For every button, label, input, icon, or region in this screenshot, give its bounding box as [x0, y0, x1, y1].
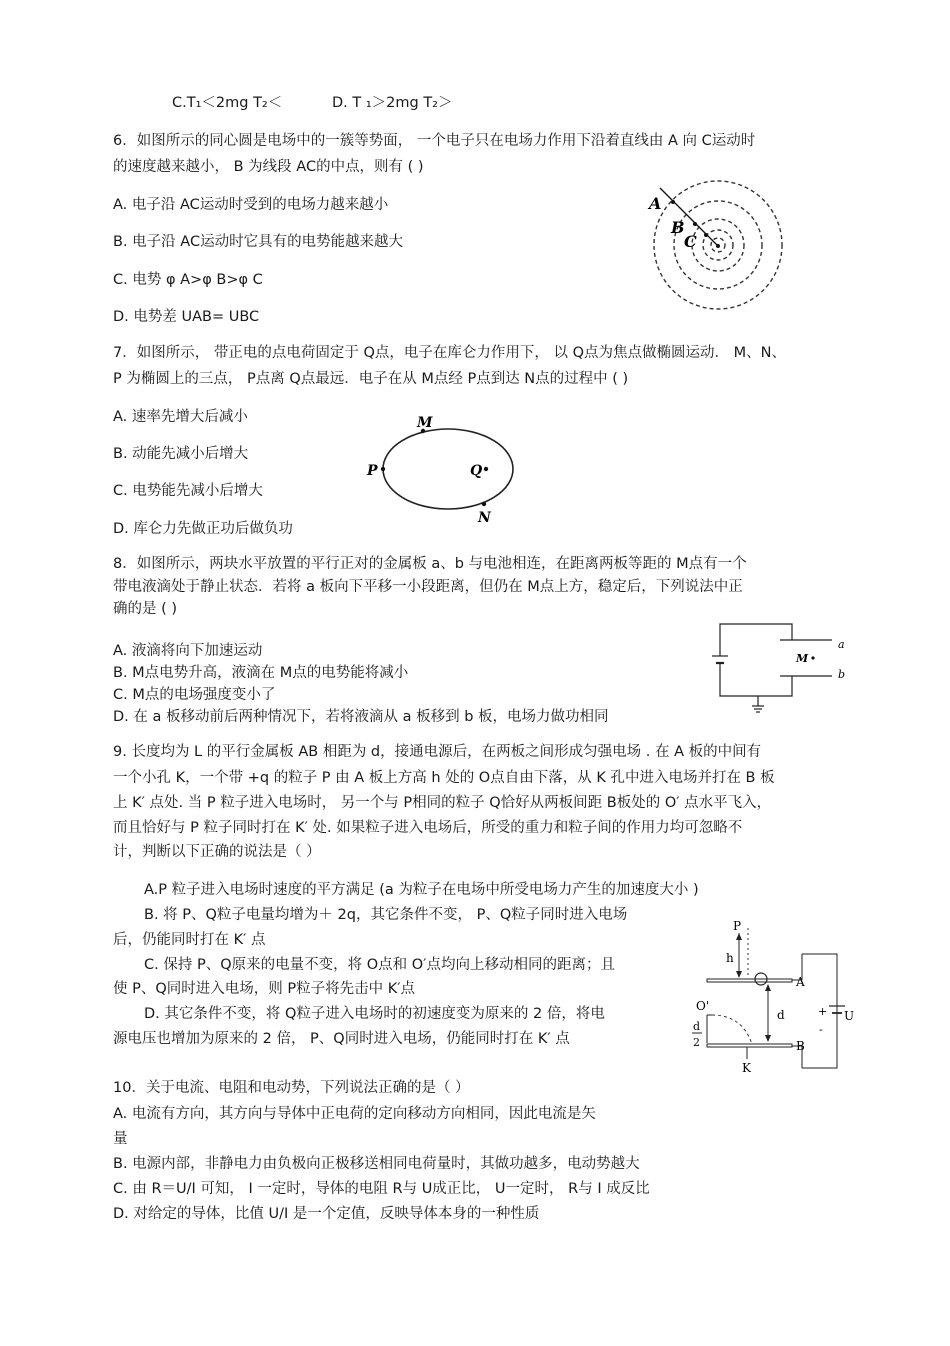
q9-stem-line1: 9. 长度均为 L 的平行金属板 AB 相距为 d，接通电源后，在两板之间形成匀强电场 . 在 A 板的中间有: [113, 744, 762, 760]
label-m: M: [796, 652, 809, 665]
label-b: B: [671, 218, 685, 237]
label-h: h: [726, 951, 734, 965]
q9-plates-figure: [682, 916, 857, 1076]
label-b: B: [796, 1039, 805, 1053]
q7-ellipse-figure: [360, 412, 530, 527]
label-d-over-2-den: 2: [693, 1036, 700, 1049]
label-a: A: [649, 194, 662, 213]
q10-option-a-line2: 量: [113, 1131, 128, 1147]
q8-option-c: C. M点的电场强度变小了: [113, 687, 276, 703]
label-a: A: [796, 975, 805, 989]
q6-option-a: A. 电子沿 AC运动时受到的电场力越来越小: [113, 197, 389, 213]
q10-stem: 10．关于电流、电阻和电动势，下列说法正确的是（ ）: [113, 1080, 470, 1096]
q7-option-d: D. 库仑力先做正功后做负功: [113, 521, 293, 537]
q7-stem-line1: 7．如图所示， 带正电的点电荷固定于 Q点，电子在库仑力作用下， 以 Q点为焦点做椭圆运动． M、N、: [113, 345, 786, 361]
label-d: d: [777, 1008, 785, 1022]
q6-stem-line1: 6．如图所示的同心圆是电场中的一簇等势面， 一个电子只在电场力作用下沿着直线由 A 向 C运动时: [113, 133, 756, 149]
label-minus: -: [819, 1023, 823, 1036]
label-q: Q: [470, 463, 483, 479]
label-d-over-2-num: d: [693, 1020, 701, 1033]
circuit-wire: [720, 624, 792, 696]
q9-option-b-line1: B. 将 P、Q粒子电量均增为＋ 2q，其它条件不变， P、Q粒子同时进入电场: [144, 907, 628, 923]
label-u: U: [844, 1009, 855, 1023]
label-k: K: [742, 1061, 751, 1075]
label-o-prime: O': [696, 999, 710, 1013]
label-plus: +: [818, 1005, 828, 1018]
q5-option-d: D. T ₁＞2mg T₂＞: [332, 95, 453, 111]
q7-option-c: C. 电势能先减小后增大: [113, 483, 263, 499]
q9-option-d-line1: D. 其它条件不变，将 Q粒子进入电场时的初速度变为原来的 2 倍，将电: [144, 1006, 605, 1022]
point-a-dot: [671, 200, 675, 204]
q10-option-b: B. 电源内部，非静电力由负极向正极移送相同电荷量时，其做功越多，电动势越大: [113, 1156, 640, 1172]
q9-stem-line2: 一个小孔 K，一个带 +q 的粒子 P 由 A 板上方高 h 处的 O点自由下落，从 K 孔中进入电场并打在 B 板: [113, 770, 775, 786]
q7-stem-line2: P 为椭圆上的三点， P点离 Q点最远．电子在从 M点经 P点到达 N点的过程中 ( ): [113, 371, 629, 387]
q9-option-a: A.P 粒子进入电场时速度的平方满足 (a 为粒子在电场中所受电场力产生的加速度大小 ): [144, 882, 699, 898]
plate-a: [707, 979, 792, 982]
q10-option-d: D. 对给定的导体，比值 U/I 是一个定值，反映导体本身的一种性质: [113, 1206, 540, 1222]
q6-equipotential-figure: [640, 180, 790, 315]
q6-option-b: B. 电子沿 AC运动时它具有的电势能越来越大: [113, 234, 404, 250]
point-n-dot: [482, 502, 486, 506]
q6-option-c: C. 电势 φ A>φ B>φ C: [113, 272, 263, 288]
q8-option-d: D. 在 a 板移动前后两种情况下，若将液滴从 a 板移到 b 板，电场力做功相同: [113, 709, 609, 725]
label-c: C: [684, 232, 697, 251]
q9-option-b-line2: 后，仍能同时打在 K′ 点: [113, 932, 266, 948]
q8-stem-line3: 确的是 ( ): [113, 601, 178, 617]
point-b-dot: [693, 222, 697, 226]
q6-option-d: D. 电势差 UAB= UBC: [113, 309, 260, 325]
q10-option-c: C. 由 R＝U/I 可知， I 一定时，导体的电阻 R与 U成正比， U一定时， R与 I 成反比: [113, 1181, 650, 1197]
gap-arrow-head-bottom: [765, 1035, 771, 1042]
center-dot: [716, 244, 720, 248]
point-p-dot: [381, 467, 385, 471]
q9-stem-line5: 计，判断以下正确的说法是（ ）: [113, 844, 321, 860]
q8-option-a: A. 液滴将向下加速运动: [113, 643, 263, 659]
label-p: P: [367, 463, 378, 479]
q8-capacitor-figure: [710, 618, 855, 718]
q9-option-c-line2: 使 P、Q同时进入电场，则 P粒子将先击中 K′点: [113, 981, 416, 997]
point-c-dot: [704, 233, 708, 237]
q6-stem-line2: 的速度越来越小， B 为线段 AC的中点，则有 ( ): [113, 159, 424, 175]
q-trajectory: [712, 1015, 752, 1044]
orbit-ellipse: [383, 429, 513, 509]
height-arrow-head: [736, 971, 742, 978]
label-p: P: [733, 919, 742, 933]
label-m: M: [417, 415, 433, 431]
q9-stem-line3: 上 K′ 点处. 当 P 粒子进入电场时， 另一个与 P相同的粒子 Q恰好从两板间距 B板处的 O′ 点水平飞入，: [113, 795, 772, 811]
q5-option-c: C.T₁＜2mg T₂＜: [172, 95, 283, 111]
q7-option-b: B. 动能先减小后增大: [113, 446, 249, 462]
point-m-dot: [811, 656, 814, 659]
plate-b: [707, 1044, 792, 1047]
label-b: b: [838, 668, 846, 681]
q8-option-b: B. M点电势升高，液滴在 M点的电势能将减小: [113, 665, 409, 681]
height-arrow-tail: [736, 933, 742, 940]
q9-option-c-line1: C. 保持 P、Q原来的电量不变，将 O点和 O′点均向上移动相同的距离；且: [144, 957, 615, 973]
label-a: a: [838, 638, 845, 651]
q9-option-d-line2: 源电压也增加为原来的 2 倍， P、Q同时进入电场，仍能同时打在 K′ 点: [113, 1031, 570, 1047]
point-q-dot: [484, 467, 488, 471]
label-n: N: [478, 510, 491, 526]
gap-arrow-head-top: [765, 984, 771, 991]
q10-option-a-line1: A. 电流有方向，其方向与导体中正电荷的定向移动方向相同，因此电流是矢: [113, 1106, 596, 1122]
q8-stem-line2: 带电液滴处于静止状态．若将 a 板向下平移一小段距离，但仍在 M点上方，稳定后，下列说法中正: [113, 579, 743, 595]
q7-option-a: A. 速率先增大后减小: [113, 409, 248, 425]
q8-stem-line1: 8．如图所示，两块水平放置的平行正对的金属板 a、b 与电池相连，在距离两板等距的 M点有一个: [113, 556, 747, 572]
q9-stem-line4: 而且恰好与 P 粒子同时打在 K′ 处. 如果粒子进入电场后，所受的重力和粒子间的作用力均可忽略不: [113, 820, 743, 836]
